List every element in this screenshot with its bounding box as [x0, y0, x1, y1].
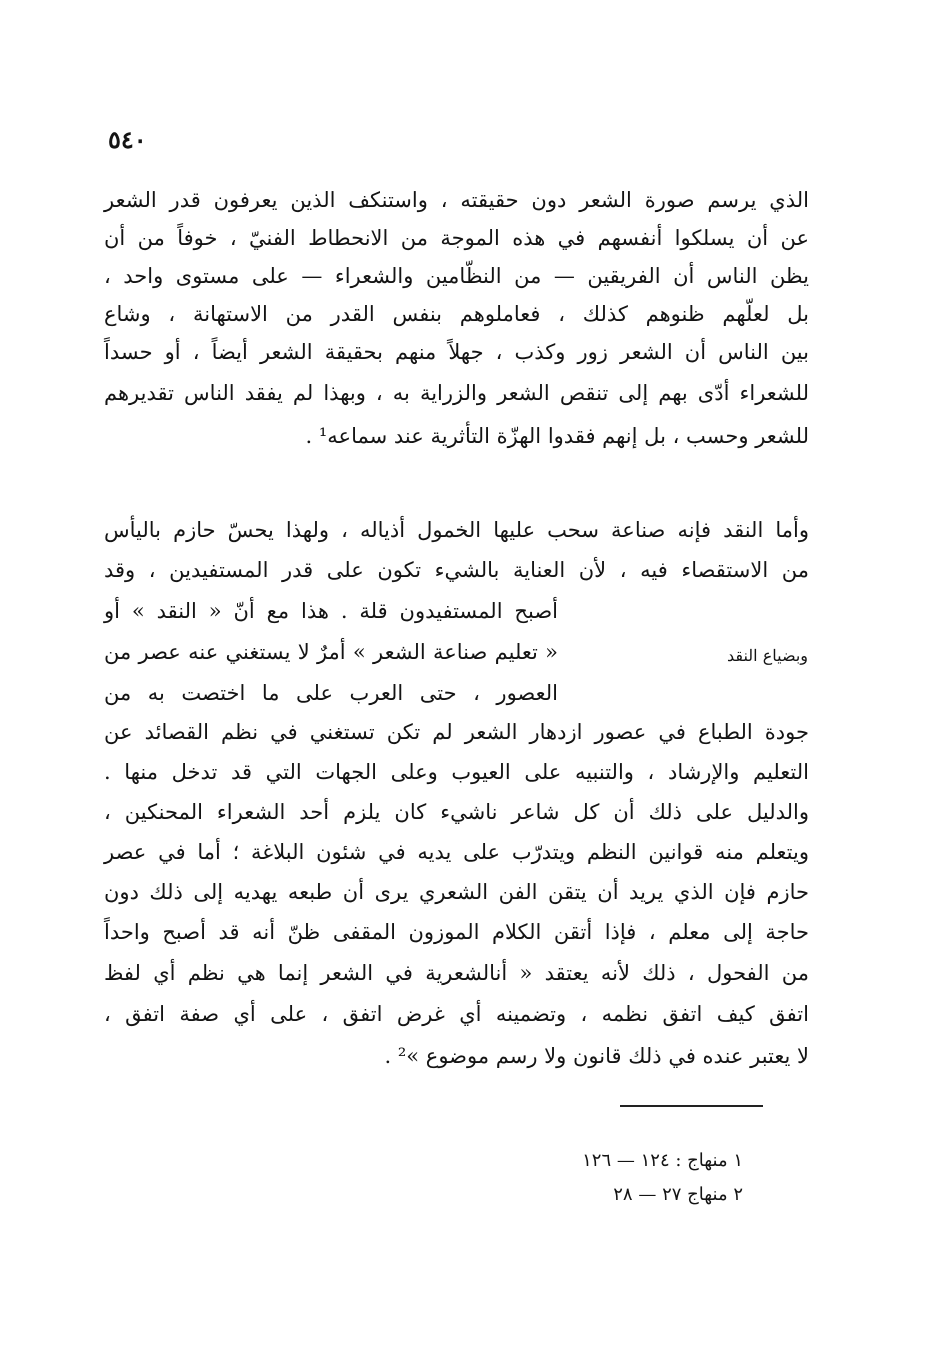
text-line: للشعر وحسب ، بل إنهم فقدوا الهزّة التأثرية عند سماعه¹ . [305, 424, 809, 448]
footnote-divider [620, 1105, 763, 1107]
text-line: الذي يرسم صورة الشعر دون حقيقته ، واستنكف الذين يعرفون قدر الشعر [104, 188, 809, 212]
text-line: العصور ، حتى العرب على ما اختصت به من [104, 681, 558, 705]
footnote-2: ٢ منهاج ٢٧ — ٢٨ [613, 1184, 743, 1205]
text-line: عن أن يسلكوا أنفسهم في هذه الموجة من الانحطاط الفنيّ ، خوفاً من أن [104, 226, 809, 250]
text-line: أصبح المستفيدون قلة . هذا مع أنّ « النقد » أو [104, 599, 558, 623]
text-line: حازم فإن الذي يريد أن يتقن الفن الشعري يرى أن طبعه يهديه إلى ذلك دون [104, 880, 809, 904]
margin-note: وبضياع النقد [726, 646, 808, 665]
text-line: اتفق كيف اتفق نظمه ، وتضمينه أي غرض اتفق ، على أي صفة اتفق ، [104, 1002, 809, 1026]
text-line: بين الناس أن الشعر زور وكذب ، جهلاً منهم بحقيقة الشعر أيضاً ، أو حسداً [104, 340, 809, 364]
text-line: بل لعلّهم ظنوهم كذلك ، فعاملوهم بنفس القدر من الاستهانة ، وشاع [104, 302, 809, 326]
page-number: ٥٤٠ [108, 125, 147, 154]
text-line: من الاستقصاء فيه ، لأن العناية بالشيء تكون على قدر المستفيدين ، وقد [104, 558, 809, 582]
text-line: ويتعلم منه قوانين النظم ويتدرّب على يديه في شئون البلاغة ؛ أما في عصر [104, 840, 809, 864]
text-line: والدليل على ذلك أن كل شاعر ناشيء كان يلزم أحد الشعراء المحنكين ، [104, 800, 809, 824]
text-line: جودة الطباع في عصور ازدهار الشعر لم تكن تستغني في نظم القصائد عن [104, 720, 809, 744]
text-line: وأما النقد فإنه صناعة سحب عليها الخمول أذياله ، ولهذا يحسّ حازم باليأس [104, 518, 809, 542]
text-line: « تعليم صناعة الشعر » أمرٌ لا يستغني عنه عصر من [104, 640, 558, 664]
text-line: يظن الناس أن الفريقين — من النظّامين والشعراء — على مستوى واحد ، [104, 264, 809, 288]
text-line: للشعراء أدّى بهم إلى تنقص الشعر والزراية به ، وبهذا لم يفقد الناس تقديرهم [104, 381, 809, 405]
text-line: من الفحول ، ذلك لأنه يعتقد « أنالشعرية في الشعر إنما هي نظم أي لفظ [104, 961, 809, 985]
text-line: التعليم والإرشاد ، والتنبيه على العيوب وعلى الجهات التي قد تدخل منها . [104, 760, 809, 784]
footnote-1: ١ منهاج : ١٢٤ — ١٢٦ [582, 1150, 743, 1171]
text-line: حاجة إلى معلم ، فإذا أتقن الكلام الموزون المقفى ظنّ أنه قد أصبح واحداً [104, 920, 809, 944]
text-line: لا يعتبر عنده في ذلك قانون ولا رسم موضوع »² . [384, 1044, 809, 1068]
